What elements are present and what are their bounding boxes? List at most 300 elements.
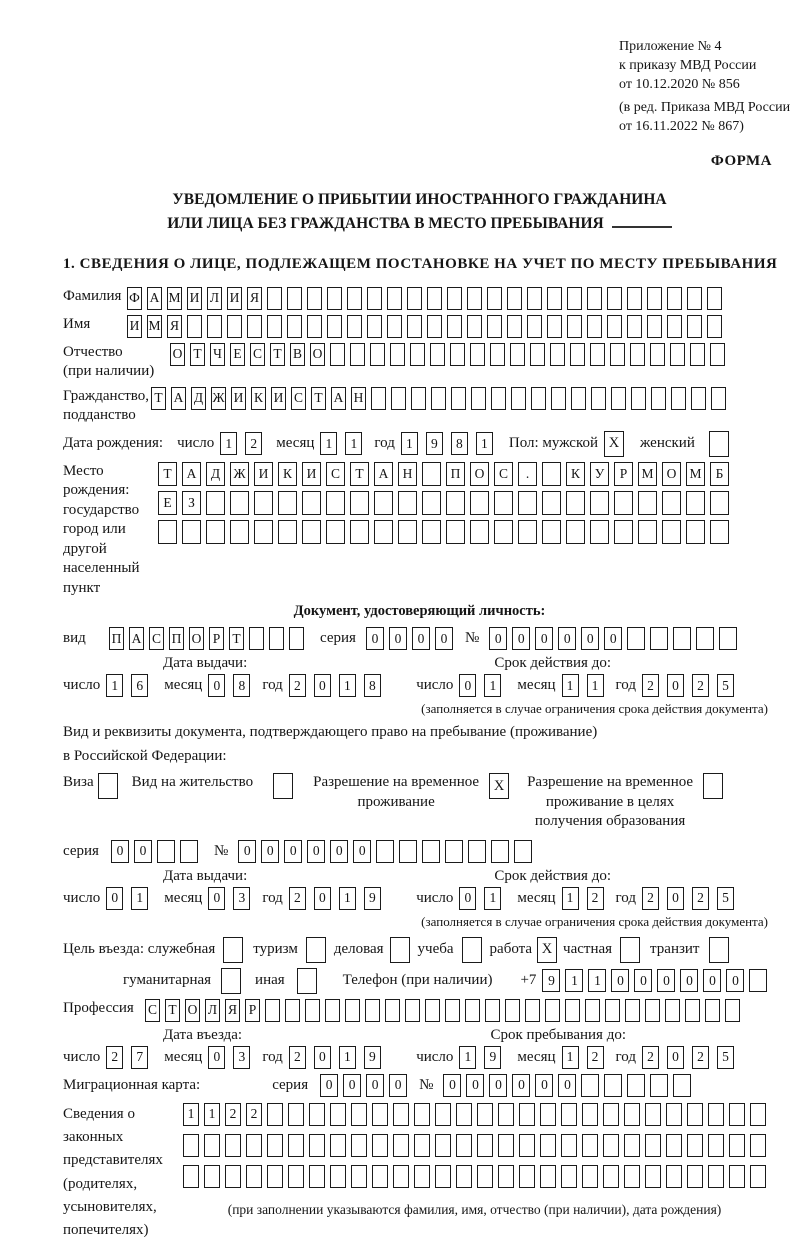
char-box[interactable] (302, 491, 321, 515)
char-box[interactable] (445, 999, 460, 1022)
char-box[interactable]: 0 (466, 1074, 484, 1097)
char-box[interactable] (566, 491, 585, 515)
char-box[interactable]: С (326, 462, 345, 486)
char-box[interactable]: 3 (233, 1046, 250, 1069)
char-box[interactable]: 2 (642, 674, 659, 697)
char-box[interactable]: 1 (401, 432, 418, 455)
char-box[interactable]: Д (206, 462, 225, 486)
char-box[interactable] (285, 999, 300, 1022)
char-box[interactable]: В (290, 343, 305, 366)
char-box[interactable] (447, 315, 462, 338)
char-box[interactable]: 0 (667, 887, 684, 910)
char-box[interactable]: 5 (717, 1046, 734, 1069)
char-box[interactable]: 0 (443, 1074, 461, 1097)
char-box[interactable]: 0 (111, 840, 129, 863)
char-box[interactable] (610, 343, 625, 366)
char-box[interactable] (542, 520, 561, 544)
char-box[interactable] (540, 1103, 556, 1126)
char-box[interactable]: М (147, 315, 162, 338)
char-box[interactable] (414, 1134, 430, 1157)
char-box[interactable] (367, 287, 382, 310)
char-box[interactable] (519, 1103, 535, 1126)
char-box[interactable]: У (590, 462, 609, 486)
char-box[interactable] (498, 1134, 514, 1157)
char-box[interactable]: 8 (364, 674, 381, 697)
char-box[interactable] (662, 491, 681, 515)
char-box[interactable] (350, 491, 369, 515)
checkbox-purpose-tourism[interactable] (306, 937, 326, 963)
char-box[interactable]: 0 (634, 969, 652, 992)
char-box[interactable] (399, 840, 417, 863)
char-box[interactable]: 0 (512, 627, 530, 650)
char-box[interactable]: 8 (233, 674, 250, 697)
char-box[interactable] (749, 969, 767, 992)
char-box[interactable] (431, 387, 446, 410)
char-box[interactable]: 0 (412, 627, 430, 650)
char-box[interactable] (267, 1165, 283, 1188)
char-box[interactable] (630, 343, 645, 366)
char-box[interactable]: 0 (366, 1074, 384, 1097)
char-box[interactable] (624, 1134, 640, 1157)
char-box[interactable] (288, 1165, 304, 1188)
char-box[interactable] (603, 1134, 619, 1157)
char-box[interactable] (430, 343, 445, 366)
char-box[interactable] (551, 387, 566, 410)
char-box[interactable] (227, 315, 242, 338)
char-box[interactable] (254, 491, 273, 515)
char-box[interactable] (567, 315, 582, 338)
char-box[interactable] (410, 343, 425, 366)
char-box[interactable]: А (331, 387, 346, 410)
char-box[interactable] (686, 520, 705, 544)
char-box[interactable]: 0 (261, 840, 279, 863)
char-box[interactable] (187, 315, 202, 338)
char-box[interactable] (581, 1074, 599, 1097)
char-box[interactable]: Т (229, 627, 244, 650)
char-box[interactable] (607, 287, 622, 310)
char-box[interactable] (302, 520, 321, 544)
char-box[interactable]: 0 (581, 627, 599, 650)
char-box[interactable] (411, 387, 426, 410)
char-box[interactable]: 1 (183, 1103, 199, 1126)
char-box[interactable]: И (187, 287, 202, 310)
char-box[interactable]: 0 (703, 969, 721, 992)
char-box[interactable]: 2 (225, 1103, 241, 1126)
char-box[interactable]: 2 (692, 674, 709, 697)
char-box[interactable]: А (129, 627, 144, 650)
char-box[interactable]: С (250, 343, 265, 366)
char-box[interactable]: 1 (476, 432, 493, 455)
char-box[interactable] (519, 1165, 535, 1188)
char-box[interactable]: 9 (542, 969, 560, 992)
char-box[interactable] (422, 462, 441, 486)
char-box[interactable] (305, 999, 320, 1022)
char-box[interactable] (407, 315, 422, 338)
char-box[interactable] (447, 287, 462, 310)
char-box[interactable] (374, 491, 393, 515)
char-box[interactable] (687, 315, 702, 338)
char-box[interactable] (570, 343, 585, 366)
char-box[interactable] (370, 343, 385, 366)
char-box[interactable]: 6 (131, 674, 148, 697)
char-box[interactable] (604, 1074, 622, 1097)
char-box[interactable] (696, 627, 714, 650)
char-box[interactable] (590, 343, 605, 366)
char-box[interactable] (662, 520, 681, 544)
char-box[interactable] (326, 491, 345, 515)
char-box[interactable] (687, 287, 702, 310)
char-box[interactable] (327, 287, 342, 310)
char-box[interactable]: 2 (289, 887, 306, 910)
char-box[interactable] (498, 1165, 514, 1188)
char-box[interactable] (425, 999, 440, 1022)
char-box[interactable]: 2 (106, 1046, 123, 1069)
char-box[interactable] (351, 1134, 367, 1157)
char-box[interactable] (708, 1103, 724, 1126)
char-box[interactable] (372, 1134, 388, 1157)
char-box[interactable] (494, 491, 513, 515)
char-box[interactable]: 2 (642, 887, 659, 910)
char-box[interactable]: О (662, 462, 681, 486)
char-box[interactable]: А (171, 387, 186, 410)
char-box[interactable] (330, 1134, 346, 1157)
char-box[interactable] (725, 999, 740, 1022)
char-box[interactable] (707, 315, 722, 338)
char-box[interactable] (287, 287, 302, 310)
char-box[interactable]: И (231, 387, 246, 410)
char-box[interactable]: Н (398, 462, 417, 486)
char-box[interactable] (372, 1103, 388, 1126)
char-box[interactable]: З (182, 491, 201, 515)
char-box[interactable]: 0 (389, 1074, 407, 1097)
char-box[interactable] (647, 315, 662, 338)
char-box[interactable] (667, 287, 682, 310)
char-box[interactable] (527, 287, 542, 310)
char-box[interactable] (673, 627, 691, 650)
char-box[interactable] (647, 287, 662, 310)
char-box[interactable]: Р (209, 627, 224, 650)
char-box[interactable] (246, 1165, 262, 1188)
char-box[interactable] (627, 287, 642, 310)
char-box[interactable] (650, 343, 665, 366)
char-box[interactable] (507, 287, 522, 310)
char-box[interactable] (687, 1165, 703, 1188)
char-box[interactable]: П (446, 462, 465, 486)
char-box[interactable] (540, 1134, 556, 1157)
char-box[interactable] (687, 1134, 703, 1157)
char-box[interactable]: 0 (489, 1074, 507, 1097)
char-box[interactable]: 1 (562, 674, 579, 697)
checkbox-purpose-business[interactable] (390, 937, 410, 963)
char-box[interactable]: 1 (565, 969, 583, 992)
char-box[interactable] (710, 491, 729, 515)
char-box[interactable] (207, 315, 222, 338)
char-box[interactable] (650, 627, 668, 650)
char-box[interactable] (345, 999, 360, 1022)
char-box[interactable] (729, 1165, 745, 1188)
char-box[interactable] (470, 491, 489, 515)
char-box[interactable]: 0 (459, 674, 476, 697)
char-box[interactable] (665, 999, 680, 1022)
char-box[interactable]: С (291, 387, 306, 410)
char-box[interactable] (510, 343, 525, 366)
char-box[interactable]: 2 (692, 1046, 709, 1069)
char-box[interactable] (247, 315, 262, 338)
char-box[interactable] (435, 1134, 451, 1157)
checkbox-purpose-official[interactable] (223, 937, 243, 963)
char-box[interactable] (183, 1165, 199, 1188)
char-box[interactable]: Т (270, 343, 285, 366)
checkbox-purpose-transit[interactable] (709, 937, 729, 963)
char-box[interactable]: И (302, 462, 321, 486)
char-box[interactable]: 1 (339, 1046, 356, 1069)
char-box[interactable] (614, 520, 633, 544)
char-box[interactable] (387, 287, 402, 310)
char-box[interactable] (710, 343, 725, 366)
char-box[interactable]: 2 (587, 887, 604, 910)
char-box[interactable] (625, 999, 640, 1022)
char-box[interactable]: 1 (131, 887, 148, 910)
char-box[interactable] (470, 520, 489, 544)
char-box[interactable] (398, 491, 417, 515)
char-box[interactable]: Т (311, 387, 326, 410)
char-box[interactable] (582, 1165, 598, 1188)
char-box[interactable] (246, 1134, 262, 1157)
checkbox-purpose-work[interactable]: X (537, 937, 557, 963)
char-box[interactable] (645, 1134, 661, 1157)
char-box[interactable]: 3 (233, 887, 250, 910)
char-box[interactable]: О (185, 999, 200, 1022)
char-box[interactable]: 0 (558, 1074, 576, 1097)
checkbox-sex-female[interactable] (709, 431, 729, 457)
char-box[interactable] (719, 627, 737, 650)
char-box[interactable] (708, 1165, 724, 1188)
char-box[interactable]: 0 (389, 627, 407, 650)
char-box[interactable]: 1 (345, 432, 362, 455)
char-box[interactable] (309, 1165, 325, 1188)
checkbox-purpose-humanitarian[interactable] (221, 968, 241, 994)
char-box[interactable] (278, 520, 297, 544)
char-box[interactable] (330, 343, 345, 366)
char-box[interactable] (267, 1103, 283, 1126)
char-box[interactable] (254, 520, 273, 544)
char-box[interactable]: 0 (535, 1074, 553, 1097)
char-box[interactable]: К (278, 462, 297, 486)
char-box[interactable] (631, 387, 646, 410)
char-box[interactable] (414, 1165, 430, 1188)
char-box[interactable] (666, 1103, 682, 1126)
char-box[interactable]: 0 (314, 887, 331, 910)
char-box[interactable] (561, 1134, 577, 1157)
char-box[interactable] (750, 1103, 766, 1126)
char-box[interactable] (325, 999, 340, 1022)
char-box[interactable] (376, 840, 394, 863)
char-box[interactable] (691, 387, 706, 410)
char-box[interactable]: Н (351, 387, 366, 410)
char-box[interactable]: 1 (562, 887, 579, 910)
char-box[interactable] (650, 1074, 668, 1097)
char-box[interactable] (427, 287, 442, 310)
char-box[interactable]: Л (207, 287, 222, 310)
char-box[interactable] (456, 1134, 472, 1157)
char-box[interactable] (422, 491, 441, 515)
char-box[interactable] (230, 491, 249, 515)
char-box[interactable] (750, 1134, 766, 1157)
char-box[interactable] (183, 1134, 199, 1157)
char-box[interactable] (690, 343, 705, 366)
char-box[interactable]: И (271, 387, 286, 410)
char-box[interactable]: Ч (210, 343, 225, 366)
char-box[interactable]: 0 (320, 1074, 338, 1097)
char-box[interactable]: 5 (717, 887, 734, 910)
char-box[interactable]: 0 (459, 887, 476, 910)
char-box[interactable]: 2 (587, 1046, 604, 1069)
char-box[interactable]: С (494, 462, 513, 486)
char-box[interactable]: Д (191, 387, 206, 410)
char-box[interactable] (487, 315, 502, 338)
char-box[interactable]: 5 (717, 674, 734, 697)
char-box[interactable] (391, 387, 406, 410)
checkbox-temp-edu[interactable] (703, 773, 723, 799)
char-box[interactable]: Т (190, 343, 205, 366)
char-box[interactable] (645, 1165, 661, 1188)
char-box[interactable] (365, 999, 380, 1022)
char-box[interactable] (505, 999, 520, 1022)
char-box[interactable]: 1 (588, 969, 606, 992)
char-box[interactable]: 0 (604, 627, 622, 650)
char-box[interactable] (686, 491, 705, 515)
char-box[interactable]: 0 (343, 1074, 361, 1097)
char-box[interactable] (309, 1134, 325, 1157)
char-box[interactable] (456, 1165, 472, 1188)
char-box[interactable] (540, 1165, 556, 1188)
char-box[interactable]: 0 (314, 1046, 331, 1069)
char-box[interactable]: О (470, 462, 489, 486)
char-box[interactable] (566, 520, 585, 544)
char-box[interactable] (545, 999, 560, 1022)
checkbox-purpose-study[interactable] (462, 937, 482, 963)
char-box[interactable] (267, 1134, 283, 1157)
char-box[interactable] (627, 315, 642, 338)
char-box[interactable]: О (310, 343, 325, 366)
char-box[interactable]: . (518, 462, 537, 486)
char-box[interactable]: 2 (692, 887, 709, 910)
char-box[interactable]: 0 (489, 627, 507, 650)
char-box[interactable] (371, 387, 386, 410)
char-box[interactable]: О (189, 627, 204, 650)
char-box[interactable] (547, 287, 562, 310)
char-box[interactable] (446, 520, 465, 544)
char-box[interactable]: 0 (726, 969, 744, 992)
char-box[interactable] (638, 491, 657, 515)
char-box[interactable] (550, 343, 565, 366)
char-box[interactable] (708, 1134, 724, 1157)
char-box[interactable] (624, 1165, 640, 1188)
char-box[interactable]: Ж (211, 387, 226, 410)
char-box[interactable]: О (170, 343, 185, 366)
char-box[interactable] (465, 999, 480, 1022)
char-box[interactable] (393, 1103, 409, 1126)
char-box[interactable] (422, 840, 440, 863)
char-box[interactable] (518, 491, 537, 515)
char-box[interactable] (265, 999, 280, 1022)
char-box[interactable] (666, 1165, 682, 1188)
char-box[interactable]: И (254, 462, 273, 486)
char-box[interactable]: Я (167, 315, 182, 338)
char-box[interactable] (487, 287, 502, 310)
char-box[interactable] (603, 1103, 619, 1126)
char-box[interactable]: Т (158, 462, 177, 486)
char-box[interactable] (372, 1165, 388, 1188)
char-box[interactable] (347, 315, 362, 338)
char-box[interactable] (587, 287, 602, 310)
char-box[interactable] (530, 343, 545, 366)
char-box[interactable]: 0 (106, 887, 123, 910)
char-box[interactable] (582, 1103, 598, 1126)
char-box[interactable] (278, 491, 297, 515)
checkbox-purpose-other[interactable] (297, 968, 317, 994)
char-box[interactable] (531, 387, 546, 410)
char-box[interactable]: 0 (208, 674, 225, 697)
char-box[interactable] (307, 315, 322, 338)
char-box[interactable] (670, 343, 685, 366)
char-box[interactable] (645, 1103, 661, 1126)
char-box[interactable]: 1 (339, 887, 356, 910)
char-box[interactable]: 1 (484, 887, 501, 910)
char-box[interactable] (627, 1074, 645, 1097)
char-box[interactable] (607, 315, 622, 338)
char-box[interactable] (267, 315, 282, 338)
char-box[interactable] (638, 520, 657, 544)
char-box[interactable] (398, 520, 417, 544)
char-box[interactable] (729, 1134, 745, 1157)
char-box[interactable] (750, 1165, 766, 1188)
char-box[interactable] (330, 1165, 346, 1188)
char-box[interactable] (667, 315, 682, 338)
char-box[interactable]: С (145, 999, 160, 1022)
char-box[interactable]: 1 (339, 674, 356, 697)
char-box[interactable]: 0 (353, 840, 371, 863)
char-box[interactable]: М (167, 287, 182, 310)
char-box[interactable] (450, 343, 465, 366)
char-box[interactable] (673, 1074, 691, 1097)
char-box[interactable] (645, 999, 660, 1022)
char-box[interactable]: К (251, 387, 266, 410)
char-box[interactable] (445, 840, 463, 863)
char-box[interactable] (561, 1165, 577, 1188)
char-box[interactable]: И (227, 287, 242, 310)
char-box[interactable] (182, 520, 201, 544)
char-box[interactable]: 2 (642, 1046, 659, 1069)
char-box[interactable] (157, 840, 175, 863)
char-box[interactable] (387, 315, 402, 338)
char-box[interactable] (204, 1134, 220, 1157)
char-box[interactable]: 0 (667, 674, 684, 697)
char-box[interactable]: С (149, 627, 164, 650)
char-box[interactable] (467, 315, 482, 338)
checkbox-sex-male[interactable]: X (604, 431, 624, 457)
char-box[interactable] (367, 315, 382, 338)
char-box[interactable] (287, 315, 302, 338)
char-box[interactable] (470, 343, 485, 366)
char-box[interactable] (590, 491, 609, 515)
char-box[interactable]: Ф (127, 287, 142, 310)
char-box[interactable]: И (127, 315, 142, 338)
char-box[interactable] (498, 1103, 514, 1126)
char-box[interactable] (519, 1134, 535, 1157)
char-box[interactable]: 7 (131, 1046, 148, 1069)
char-box[interactable]: Л (205, 999, 220, 1022)
